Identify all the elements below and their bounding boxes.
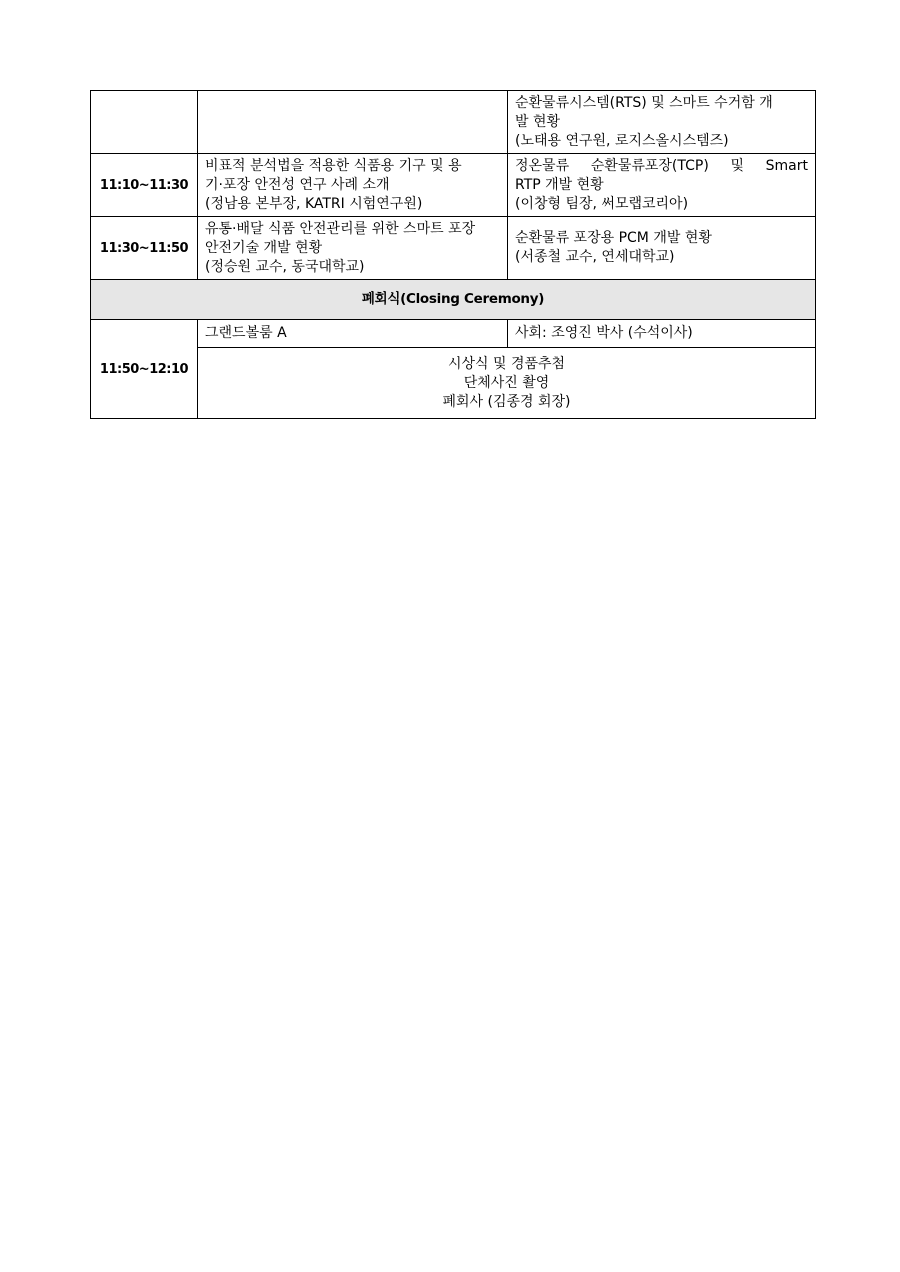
time-cell: 11:50~12:10 — [91, 320, 198, 419]
time-cell — [91, 91, 198, 154]
session-left-cell — [198, 217, 508, 280]
schedule-row — [91, 320, 816, 348]
session-left-cell — [198, 154, 508, 217]
session-title-line: 비표적 분석법을 적용한 식품용 기구 및 용 — [205, 157, 462, 174]
speaker-affiliation: (노태용 연구원, 로지스올시스템즈) — [515, 132, 729, 149]
session-title-line: RTP 개발 현황 — [515, 176, 604, 193]
program-item: 단체사진 촬영 — [463, 374, 550, 391]
session-title-line: 기·포장 안전성 연구 사례 소개 — [205, 176, 390, 193]
host-cell: 사회: 조영진 박사 (수석이사) — [508, 320, 816, 348]
session-title-line: 유통·배달 식품 안전관리를 위한 스마트 포장 — [205, 220, 476, 237]
speaker-affiliation: (서종철 교수, 연세대학교) — [515, 249, 675, 265]
program-item: 시상식 및 경품추첨 — [447, 355, 566, 372]
schedule-table — [90, 90, 816, 419]
session-title-line: 안전기술 개발 현황 — [205, 239, 323, 256]
program-item: 폐회사 (김종경 회장) — [442, 393, 571, 410]
speaker-affiliation: (정승원 교수, 동국대학교) — [205, 258, 365, 275]
time-cell: 11:30~11:50 — [91, 217, 198, 280]
schedule-row — [91, 91, 816, 154]
session-right-cell — [508, 154, 816, 217]
speaker-affiliation: (정남용 본부장, KATRI 시험연구원) — [205, 195, 423, 212]
schedule-row — [91, 348, 816, 419]
session-title-line: 순환물류 포장용 PCM 개발 현황 — [515, 230, 712, 246]
session-left-cell — [198, 91, 508, 154]
session-title-line: 순환물류시스템(RTS) 및 스마트 수거함 개 — [515, 94, 773, 111]
section-header-row — [91, 280, 816, 320]
venue-cell: 그랜드볼룸 A — [198, 320, 508, 348]
speaker-affiliation: (이창형 팀장, 써모랩코리아) — [515, 195, 689, 212]
session-right-cell — [508, 217, 816, 280]
closing-program-cell — [198, 348, 816, 419]
session-right-cell — [508, 91, 816, 154]
schedule-row — [91, 154, 816, 217]
closing-ceremony-heading: 폐회식(Closing Ceremony) — [91, 280, 816, 320]
time-cell: 11:10~11:30 — [91, 154, 198, 217]
schedule-row — [91, 217, 816, 280]
session-title-line: 발 현황 — [515, 113, 561, 130]
session-title-line: 정온물류 순환물류포장(TCP) 및 Smart — [515, 157, 808, 174]
